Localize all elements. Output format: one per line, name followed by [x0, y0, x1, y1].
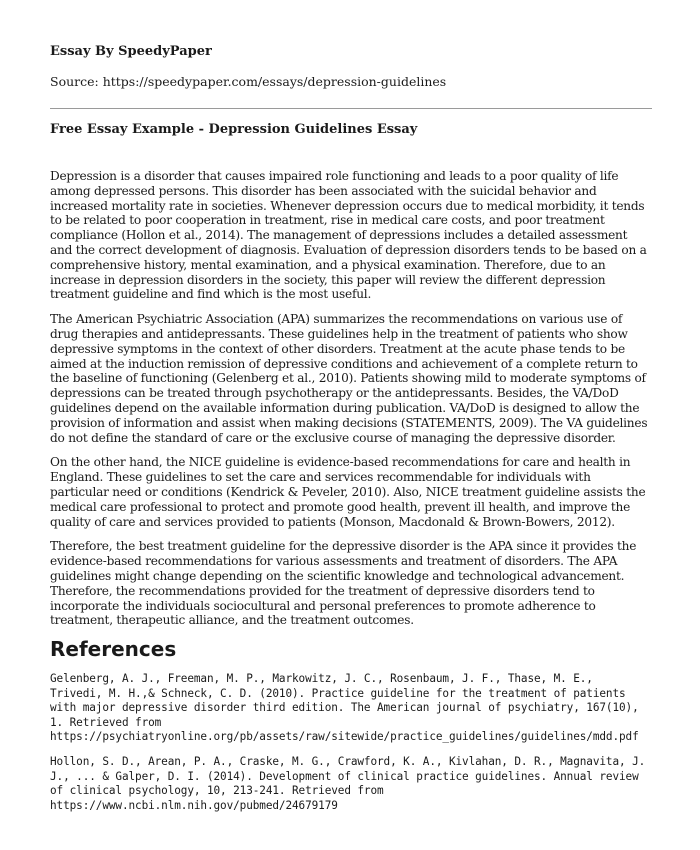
essay-title: Free Essay Example - Depression Guidelines Essay: [50, 122, 418, 137]
reference-item: Gelenberg, A. J., Freeman, M. P., Markowitz, J. C., Rosenbaum, J. F., Thase, M. E., Trivedi, M. H.,& Schneck, C. D. (2010). Practice guideline for the treatment of patients with major depressive disorder third edition. The American journal of psychiatry, 167(10), 1. Retrieved from https://psychiatryonline.org/pb/assets/raw/sitewide/practice_guidelines/guidelines/mdd.pdf: [50, 672, 639, 744]
references-heading: References: [50, 637, 177, 662]
source-line: Source: https://speedypaper.com/essays/depression-guidelines: [50, 74, 447, 89]
essay-paragraph: Depression is a disorder that causes impaired role functioning and leads to a poor quality of life among depressed persons. This disorder has been associated with the suicidal behavior and increased mortality rate in societies. Whenever depression occurs due to medical morbidity, it tends to be related to poor cooperation in treatment, rise in medical care costs, and poor treatment compliance (Hollon et al., 2014). The management of depressions includes a detailed assessment and the correct development of diagnosis. Evaluation of depression disorders tends to be based on a comprehensive history, mental examination, and a physical examination. Therefore, due to an increase in depression disorders in the society, this paper will review the different depression treatment guideline and find which is the most useful.: [50, 169, 647, 302]
site-brand: Essay By SpeedyPaper: [50, 44, 212, 59]
essay-body: [50, 169, 650, 823]
essay-paragraph: On the other hand, the NICE guideline is evidence-based recommendations for care and health in England. These guidelines to set the care and services recommendable for individuals with particular need or conditions (Kendrick & Peveler, 2010). Also, NICE treatment guideline assists the medical care professional to protect and promote good health, prevent ill health, and improve the quality of care and services provided to patients (Monson, Macdonald & Brown-Bowers, 2012).: [50, 455, 646, 529]
essay-paragraph: The American Psychiatric Association (APA) summarizes the recommendations on various use of drug therapies and antidepressants. These guidelines help in the treatment of patients who show depressive symptoms in the context of other disorders. Treatment at the acute phase tends to be aimed at the induction remission of depressive conditions and achievement of a complete return to the baseline of functioning (Gelenberg et al., 2010). Patients showing mild to moderate symptoms of depressions can be treated through psychotherapy or the antidepressants. Besides, the VA/DoD guidelines depend on the available information during publication. VA/DoD is designed to allow the provision of information and assist when making decisions (STATEMENTS, 2009). The VA guidelines do not define the standard of care or the exclusive course of managing the depressive disorder.: [50, 312, 648, 445]
header-divider: [50, 108, 652, 109]
reference-item: Hollon, S. D., Arean, P. A., Craske, M. G., Crawford, K. A., Kivlahan, D. R., Magnavita, J. J., ... & Galper, D. I. (2014). Development of clinical practice guidelines. Annual review of clinical psychology, 10, 213-241. Retrieved from https://www.ncbi.nlm.nih.gov/pubmed/24679179: [50, 755, 646, 812]
essay-paragraph: Therefore, the best treatment guideline for the depressive disorder is the APA since it provides the evidence-based recommendations for various assessments and treatment of disorders. The APA guidelines might change depending on the scientific knowledge and technological advancement. Therefore, the recommendations provided for the treatment of depressive disorders tend to incorporate the individuals sociocultural and personal preferences to promote adherence to treatment, therapeutic alliance, and the treatment outcomes.: [50, 539, 637, 628]
